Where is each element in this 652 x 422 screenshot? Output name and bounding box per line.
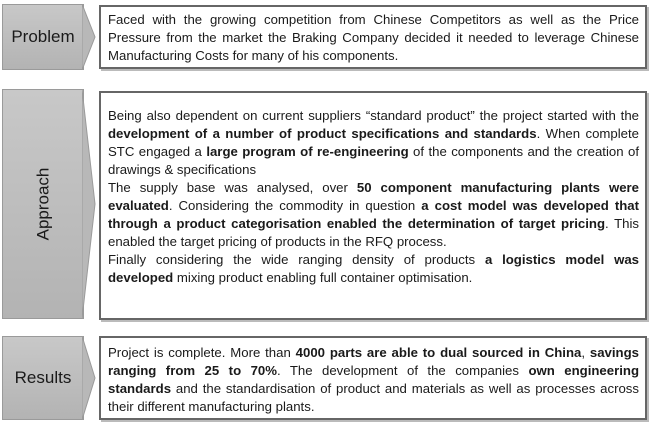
bold-run: 4000 parts are able to dual sourced in China (295, 345, 582, 360)
results-paragraph (108, 344, 639, 416)
bold-run: development of a number of product specifications and standards (108, 126, 537, 141)
text-run: . When complete STC engaged a (108, 126, 639, 159)
problem-arrow-icon (82, 4, 98, 70)
bold-run: 50 component manufacturing plants were evaluated (108, 180, 639, 213)
approach-label-box (2, 89, 84, 319)
text-run: , (581, 345, 590, 360)
text-run: . This enabled the target pricing of products in the RFQ process. (108, 216, 639, 249)
problem-text: Faced with the growing competition from Chinese Competitors as well as the Price Pressure from the market the Braking Company decided it needed to leverage Chinese Manufacturing Costs for many of his components. (108, 12, 639, 63)
problem-content-box (99, 5, 647, 69)
results-content-box (99, 336, 647, 420)
results-arrow-icon (82, 336, 98, 420)
bold-run: a cost model was developed that through a product categorisation enabled the determination of target pricing (108, 198, 639, 231)
approach-paragraph-1 (108, 107, 639, 179)
text-run: Being also dependent on current suppliers “standard product” the project started with the (108, 108, 639, 123)
bold-run: a logistics model was developed (108, 252, 639, 285)
text-run: and the standardisation of product and materials as well as processes across their different manufacturing plants. (108, 381, 639, 414)
approach-paragraph-2 (108, 179, 639, 251)
text-run: The supply base was analysed, over (108, 180, 357, 195)
bold-run: large program of re-engineering (206, 144, 409, 159)
text-run: of the components and the creation of drawings & specifications (108, 144, 639, 177)
text-run: . The development of the companies (276, 363, 529, 378)
text-run: mixing product enabling full container optimisation. (173, 270, 473, 285)
text-run: . Considering the commodity in question (168, 198, 422, 213)
bold-run: savings ranging from 25 to 70% (108, 345, 640, 378)
results-label: Results (14, 368, 72, 387)
problem-label-box (2, 4, 84, 70)
approach-label: Approach (33, 167, 52, 241)
approach-content-box (99, 91, 647, 320)
text-run: Project is complete. More than (108, 345, 296, 360)
approach-paragraph-3 (108, 251, 639, 287)
approach-arrow-icon (82, 89, 98, 319)
results-label-box (2, 336, 84, 420)
text-run: Finally considering the wide ranging density of products (108, 252, 485, 267)
problem-label: Problem (11, 27, 75, 46)
bold-run: own engineering standards (108, 363, 639, 396)
